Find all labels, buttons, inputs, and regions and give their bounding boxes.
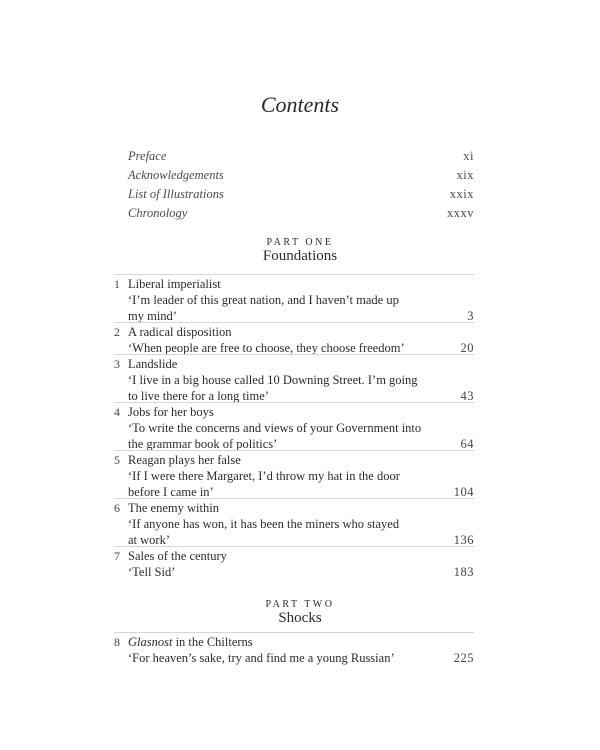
front-matter-page: xi [463,149,474,163]
chapter-quote: ‘If I were there Margaret, I’d throw my hat in the door [128,469,400,483]
chapter-quote: ‘I live in a big house called 10 Downing Street. I’m going [128,373,418,387]
chapter-title: Reagan plays her false [128,453,241,467]
chapter-quote: at work’ [128,533,170,547]
chapter-number: 7 [114,549,120,563]
chapter-page: 20 [460,341,474,355]
chapter-quote: ‘When people are free to choose, they choose freedom’ [128,341,405,355]
divider [114,632,474,633]
front-matter-label: Acknowledgements [128,168,224,182]
front-matter-page: xxxv [447,206,474,220]
chapter-quote: ‘To write the concerns and views of your Government into [128,421,422,435]
chapter-quote: the grammar book of politics’ [128,437,278,451]
chapter-quote: to live there for a long time’ [128,389,269,403]
chapter-title: The enemy within [128,501,219,515]
chapter-quote: my mind’ [128,309,177,323]
divider [114,546,474,547]
divider [114,354,474,355]
chapter-quote: ‘If anyone has won, it has been the miners who stayed [128,517,400,531]
chapter-page: 43 [460,389,474,403]
chapter-quote: before I came in’ [128,485,214,499]
part-two-label: PART TWO [265,599,335,610]
chapter-number: 2 [114,325,120,339]
chapter-number: 8 [114,635,120,649]
chapter-page: 136 [453,533,474,547]
chapter-page: 104 [453,485,474,499]
chapter-title: A radical disposition [128,325,232,339]
front-matter-label: Chronology [128,206,188,220]
chapter-number: 5 [114,453,120,467]
divider [114,274,474,275]
front-matter-item [128,206,474,221]
front-matter-label: List of Illustrations [128,187,224,201]
front-matter-page: xix [456,168,474,182]
part-two-title: Shocks [278,610,322,626]
divider [114,450,474,451]
chapter-quote: ‘For heaven’s sake, try and find me a young Russian’ [128,651,395,665]
page-title: Contents [260,92,340,117]
front-matter-page: xxix [449,187,474,201]
chapter-number: 3 [114,357,120,371]
chapter-title [128,635,253,650]
divider [114,322,474,323]
chapter-page: 3 [467,309,474,323]
chapter-page: 225 [453,651,474,665]
divider [114,402,474,403]
part-one-title: Foundations [262,248,338,264]
chapter-title: Landslide [128,357,178,371]
chapter-title: Liberal imperialist [128,277,221,291]
front-matter-item [128,168,474,183]
front-matter-label: Preface [128,149,167,163]
chapter-page: 64 [460,437,474,451]
chapter-title: Sales of the century [128,549,227,563]
part-one-label: PART ONE [266,237,334,248]
chapter-title-rest: in the Chilterns [172,635,253,649]
front-matter-item [128,149,474,164]
chapter-title-italic: Glasnost [128,635,173,649]
chapter-number: 6 [114,501,120,515]
front-matter-item [128,187,474,202]
chapter-page: 183 [453,565,474,579]
chapter-quote: ‘I’m leader of this great nation, and I haven’t made up [128,293,399,307]
chapter-title: Jobs for her boys [128,405,214,419]
chapter-number: 1 [114,277,120,291]
chapter-quote: ‘Tell Sid’ [128,565,176,579]
chapter-number: 4 [114,405,120,419]
divider [114,498,474,499]
